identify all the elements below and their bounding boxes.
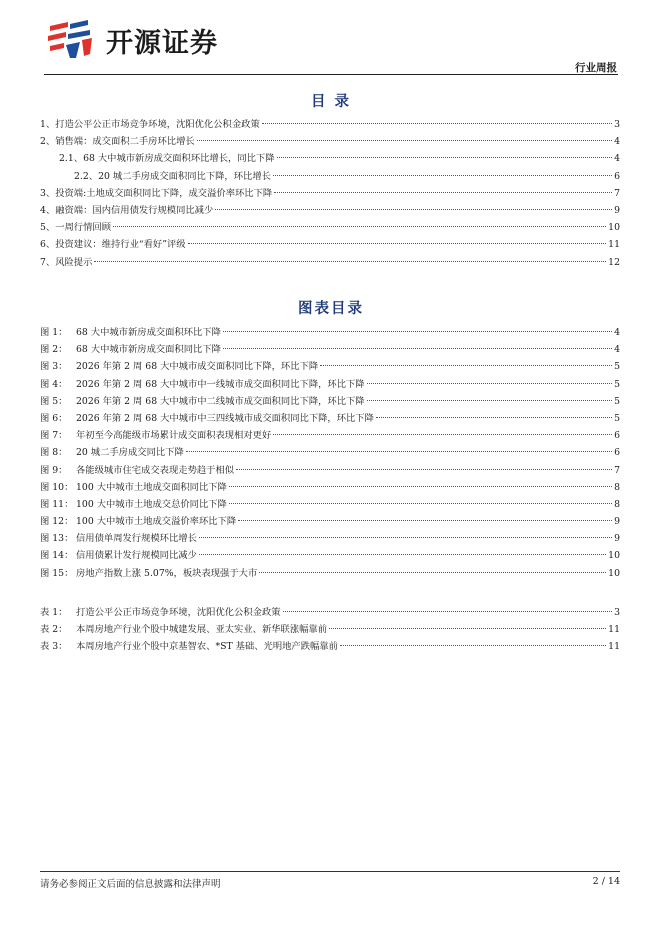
figure-entry[interactable] bbox=[40, 393, 620, 410]
dot-leader bbox=[199, 554, 606, 555]
dot-leader bbox=[329, 628, 606, 629]
figure-entry[interactable] bbox=[40, 358, 620, 375]
figure-entry-number: 图 1： bbox=[40, 327, 68, 338]
dot-leader bbox=[188, 243, 607, 244]
figure-entry-page: 8 bbox=[614, 498, 620, 510]
figure-entry-label bbox=[40, 462, 234, 476]
toc-entry-page: 10 bbox=[608, 222, 620, 234]
figure-entry-text: 100 大中城市土地成交溢价率环比下降 bbox=[76, 516, 237, 528]
table-entry-label bbox=[40, 638, 338, 652]
dot-leader bbox=[273, 175, 612, 176]
figure-entry-label bbox=[40, 410, 374, 424]
toc-entry-page: 4 bbox=[614, 153, 620, 165]
dot-leader bbox=[277, 157, 613, 158]
dot-leader bbox=[367, 383, 612, 384]
figure-entry-label bbox=[40, 479, 227, 493]
toc-entry-label: 2.2、20 城二手房成交面积同比下降，环比增长 bbox=[74, 170, 271, 182]
figure-entry[interactable] bbox=[40, 444, 620, 461]
table-entry[interactable] bbox=[40, 638, 620, 655]
table-entry-text: 本周房地产行业个股中城建发展、亚太实业、新华联涨幅靠前 bbox=[76, 624, 328, 636]
table-entry-text: 打造公平公正市场竞争环境，沈阳优化公积金政策 bbox=[76, 607, 281, 618]
dot-leader bbox=[367, 400, 612, 401]
figure-entry-number: 图 12： bbox=[40, 516, 74, 528]
dot-leader bbox=[238, 520, 612, 521]
toc-entry-label: 4、融资端：国内信用债发行规模同比减少 bbox=[40, 204, 214, 216]
dot-leader bbox=[113, 226, 606, 227]
figure-entry-text: 2026 年第 2 周 68 大中城市成交面积同比下降，环比下降 bbox=[76, 361, 319, 373]
toc-entry[interactable] bbox=[40, 219, 620, 236]
table-entry-number: 表 1： bbox=[40, 607, 68, 618]
table-entry-page: 11 bbox=[608, 641, 620, 653]
figure-entry[interactable] bbox=[40, 530, 620, 547]
figure-entry[interactable] bbox=[40, 565, 620, 582]
toc-entry-label: 7、风险提示 bbox=[40, 256, 93, 268]
toc-entry[interactable] bbox=[40, 133, 620, 150]
toc-list bbox=[40, 116, 620, 271]
figure-entry-number: 图 7： bbox=[40, 430, 68, 442]
toc-entry-page: 4 bbox=[614, 136, 620, 148]
dot-leader bbox=[236, 469, 612, 470]
table-entry-label bbox=[40, 621, 327, 635]
figure-entry-page: 5 bbox=[614, 361, 620, 373]
toc-title: 目 录 bbox=[310, 94, 352, 110]
figure-entry-number: 图 4： bbox=[40, 378, 68, 390]
dot-leader bbox=[259, 572, 606, 573]
figure-entry-number: 图 11： bbox=[40, 498, 74, 510]
figure-entry-page: 5 bbox=[614, 378, 620, 390]
figure-entry-page: 6 bbox=[614, 430, 620, 442]
figure-entry-text: 100 大中城市土地成交面积同比下降 bbox=[76, 481, 227, 493]
figure-entry-page: 10 bbox=[608, 550, 620, 562]
dot-leader bbox=[223, 331, 612, 332]
figure-entry[interactable] bbox=[40, 496, 620, 513]
company-name: 开源证券 bbox=[106, 27, 218, 59]
figure-entry-label bbox=[40, 513, 236, 527]
figure-entry-text: 20 城二手房成交同比下降 bbox=[76, 447, 184, 459]
figure-entry-text: 68 大中城市新房成交面积环比下降 bbox=[76, 327, 221, 338]
dot-leader bbox=[283, 611, 613, 612]
toc-entry[interactable] bbox=[40, 168, 620, 185]
figure-entry-label bbox=[40, 565, 257, 579]
logo-mark-icon bbox=[44, 18, 100, 62]
table-entry[interactable] bbox=[40, 604, 620, 621]
toc-entry-label: 5、一周行情回顾 bbox=[40, 222, 111, 234]
figure-entry-text: 2026 年第 2 周 68 大中城市中三四线城市成交面积同比下降，环比下降 bbox=[76, 412, 374, 424]
figure-entry-page: 9 bbox=[614, 533, 620, 545]
toc-entry-label: 1、打造公平公正市场竞争环境，沈阳优化公积金政策 bbox=[40, 119, 260, 130]
toc-entry-page: 6 bbox=[614, 170, 620, 182]
table-entry-text: 本周房地产行业个股中京基智农、*ST 基础、光明地产跌幅靠前 bbox=[76, 641, 338, 653]
figure-entry[interactable] bbox=[40, 547, 620, 564]
toc-entry-page: 3 bbox=[614, 119, 620, 130]
figure-entry-label bbox=[40, 324, 221, 338]
figure-entry-page: 7 bbox=[614, 464, 620, 476]
toc-entry-label: 2.1、68 大中城市新房成交面积环比增长，同比下降 bbox=[59, 153, 275, 165]
report-type-label: 行业周报 bbox=[575, 62, 617, 74]
figure-entry-number: 图 6： bbox=[40, 412, 68, 424]
figure-entry-label bbox=[40, 427, 271, 441]
figure-entry-page: 4 bbox=[614, 344, 620, 356]
figure-entry-number: 图 2： bbox=[40, 344, 68, 356]
figure-entry-label bbox=[40, 376, 365, 390]
figures-title: 图表目录 bbox=[298, 301, 364, 317]
page-number: 2 / 14 bbox=[592, 876, 620, 887]
figure-entry-text: 年初至今高能级市场累计成交面积表现相对更好 bbox=[76, 430, 272, 442]
dot-leader bbox=[215, 209, 612, 210]
figure-entry-page: 10 bbox=[608, 567, 620, 579]
figure-entry-number: 图 3： bbox=[40, 361, 68, 373]
figure-entry-number: 图 10： bbox=[40, 481, 74, 493]
figure-entry-label bbox=[40, 496, 227, 510]
figure-entry-text: 信用债累计发行规模同比减少 bbox=[76, 550, 197, 562]
company-logo bbox=[44, 18, 218, 62]
figure-entry-number: 图 5： bbox=[40, 395, 68, 407]
dot-leader bbox=[223, 348, 612, 349]
dot-leader bbox=[94, 261, 606, 262]
footer-disclaimer: 请务必参阅正文后面的信息披露和法律声明 bbox=[40, 879, 221, 890]
toc-entry-page: 12 bbox=[608, 256, 620, 268]
table-entry[interactable] bbox=[40, 621, 620, 638]
figure-entry-label bbox=[40, 547, 197, 561]
toc-entry[interactable] bbox=[40, 150, 620, 167]
figure-entry-label bbox=[40, 341, 221, 355]
toc-entry[interactable] bbox=[40, 185, 620, 202]
toc-entry-label: 3、投资端:土地成交面积同比下降，成交溢价率环比下降 bbox=[40, 187, 273, 199]
toc-entry-page: 11 bbox=[608, 239, 620, 251]
figure-entry[interactable] bbox=[40, 479, 620, 496]
figure-entry-number: 图 14： bbox=[40, 550, 74, 562]
dot-leader bbox=[376, 417, 612, 418]
figure-entry-number: 图 8： bbox=[40, 447, 68, 459]
figure-entry-text: 信用债单周发行规模环比增长 bbox=[76, 533, 197, 545]
figure-entry-page: 9 bbox=[614, 516, 620, 528]
figure-entry-text: 68 大中城市新房成交面积同比下降 bbox=[76, 344, 221, 356]
figure-entry-page: 4 bbox=[614, 327, 620, 338]
figure-entry-text: 房地产指数上涨 5.07%，板块表现强于大市 bbox=[76, 567, 258, 579]
figure-entry-number: 图 15： bbox=[40, 567, 74, 579]
footer-divider bbox=[40, 871, 620, 872]
dot-leader bbox=[320, 365, 612, 366]
figure-entry[interactable] bbox=[40, 410, 620, 427]
toc-entry[interactable] bbox=[40, 202, 620, 219]
figure-entry[interactable] bbox=[40, 462, 620, 479]
toc-entry-page: 9 bbox=[614, 204, 620, 216]
figure-entry-label bbox=[40, 358, 318, 372]
figure-entry-text: 2026 年第 2 周 68 大中城市中一线城市成交面积同比下降，环比下降 bbox=[76, 378, 365, 390]
figure-entry-text: 100 大中城市土地成交总价同比下降 bbox=[76, 498, 227, 510]
dot-leader bbox=[199, 537, 612, 538]
figure-entry[interactable] bbox=[40, 341, 620, 358]
table-entry-page: 3 bbox=[614, 607, 620, 618]
figure-entry[interactable] bbox=[40, 427, 620, 444]
toc-entry-label: 6、投资建议：维持行业“看好”评级 bbox=[40, 239, 186, 251]
dot-leader bbox=[262, 123, 612, 124]
dot-leader bbox=[340, 645, 606, 646]
figure-entry[interactable] bbox=[40, 324, 620, 341]
dot-leader bbox=[274, 192, 612, 193]
toc-entry-page: 7 bbox=[614, 187, 620, 199]
header-divider bbox=[44, 74, 618, 75]
figure-entry-number: 图 9： bbox=[40, 464, 68, 476]
figure-entry-page: 5 bbox=[614, 395, 620, 407]
figure-entry-label bbox=[40, 444, 184, 458]
figure-entry-page: 8 bbox=[614, 481, 620, 493]
table-entry-number: 表 2： bbox=[40, 624, 68, 636]
figure-entry-page: 5 bbox=[614, 412, 620, 424]
figure-entry-text: 2026 年第 2 周 68 大中城市中二线城市成交面积同比下降，环比下降 bbox=[76, 395, 365, 407]
toc-entry[interactable] bbox=[40, 116, 620, 133]
figure-entry-page: 6 bbox=[614, 447, 620, 459]
figure-entry-text: 各能级城市住宅成交表现走势趋于相似 bbox=[76, 464, 235, 476]
dot-leader bbox=[229, 503, 612, 504]
figure-entry[interactable] bbox=[40, 376, 620, 393]
table-entry-label bbox=[40, 604, 281, 618]
dot-leader bbox=[273, 434, 612, 435]
toc-entry[interactable] bbox=[40, 236, 620, 253]
toc-entry-label: 2、销售端：成交面积二手房环比增长 bbox=[40, 136, 195, 148]
figure-entry-number: 图 13： bbox=[40, 533, 74, 545]
figure-entry[interactable] bbox=[40, 513, 620, 530]
table-entry-number: 表 3： bbox=[40, 641, 68, 653]
figure-entry-label bbox=[40, 393, 365, 407]
dot-leader bbox=[197, 140, 612, 141]
dot-leader bbox=[186, 451, 612, 452]
toc-entry[interactable] bbox=[40, 254, 620, 271]
table-entry-page: 11 bbox=[608, 624, 620, 636]
figure-list bbox=[40, 324, 620, 582]
figure-entry-label bbox=[40, 530, 197, 544]
dot-leader bbox=[229, 486, 612, 487]
table-list bbox=[40, 604, 620, 656]
